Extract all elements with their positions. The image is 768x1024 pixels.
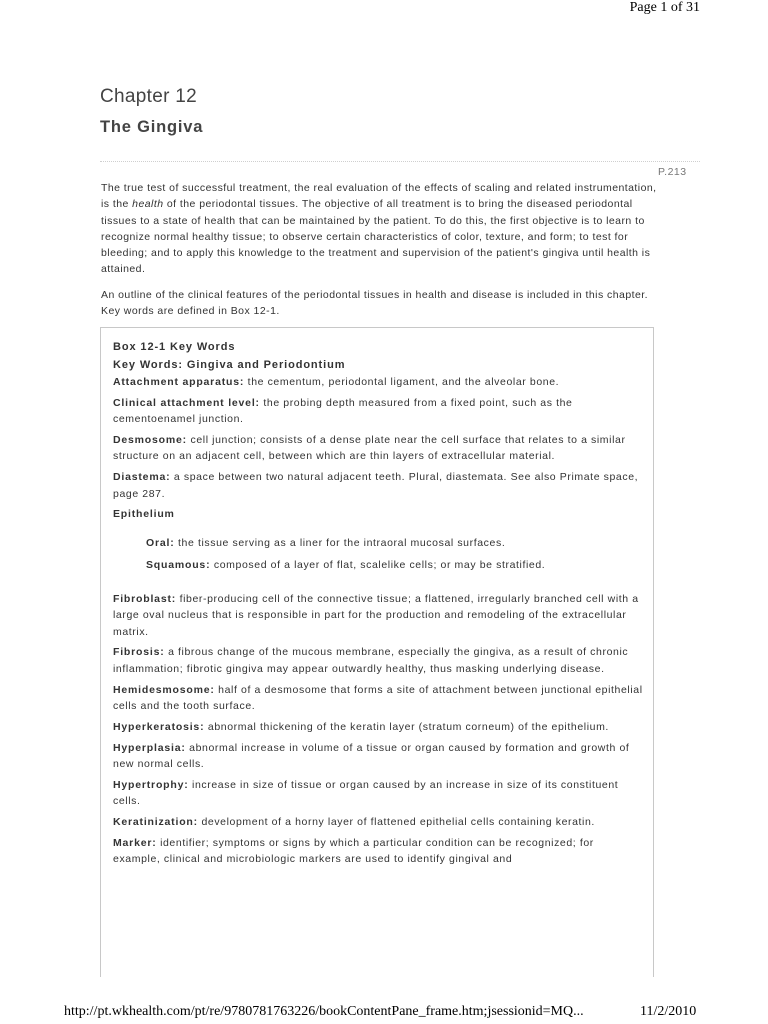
key-word-entry: [113, 835, 643, 868]
key-word-entry: [146, 535, 643, 551]
footer-url: http://pt.wkhealth.com/pt/re/9780781763226/bookContentPane_frame.htm;jsessionid=MQ...: [64, 1004, 584, 1019]
key-word-definition: a space between two natural adjacent teeth. Plural, diastemata. See also Primate space, page 287.: [113, 471, 639, 500]
key-word-definition: development of a horny layer of flattened epithelial cells containing keratin.: [197, 816, 595, 829]
key-word-term: Squamous:: [146, 558, 211, 571]
key-word-term: Hemidesmosome:: [113, 683, 215, 696]
key-word-term: Keratinization:: [113, 816, 198, 829]
chapter-title: The Gingiva: [100, 118, 204, 136]
key-word-definition: cell junction; consists of a dense plate near the cell surface that relates to a similar structure on an adjacent cell, between which are thin layers of extracellular material.: [113, 434, 626, 463]
key-word-entry: [146, 557, 643, 573]
key-word-term: Hypertrophy:: [113, 778, 189, 791]
key-word-definition: the probing depth measured from a fixed point, such as the cementoenamel junction.: [113, 396, 573, 426]
key-word-list-primary: [113, 374, 643, 523]
key-word-definition: fiber-producing cell of the connective tissue; a flattened, irregularly branched cell with a large oval nucleus that is responsible in part for the production and remodeling of the extracellular matrix.: [113, 592, 639, 638]
key-word-definition: increase in size of tissue or organ caused by an increase in size of its constituent cells.: [113, 778, 619, 808]
key-word-definition: abnormal increase in volume of a tissue or organ caused by formation and growth of new normal cells.: [113, 741, 630, 770]
key-word-term: Oral:: [146, 536, 175, 549]
key-word-definition: abnormal thickening of the keratin layer (stratum corneum) of the epithelium.: [204, 720, 609, 733]
key-word-term: Fibroblast:: [113, 592, 177, 605]
key-word-term: Hyperkeratosis:: [113, 720, 205, 733]
box-heading: Box 12-1 Key Words: [113, 341, 236, 353]
key-word-entry: [113, 469, 643, 502]
key-word-definition: half of a desmosome that forms a site of attachment between junctional epithelial cells and the tooth surface.: [113, 683, 643, 712]
intro-paragraph-1: [101, 180, 661, 278]
key-word-term: Fibrosis:: [113, 646, 165, 659]
key-word-entry: [113, 374, 643, 390]
intro-text-end: of the periodontal tissues. The objective of all treatment is to bring the diseased periodontal tissues to a state of health that can be maintained by the patient. To do this, the first objective is to learn to recognize normal healthy tissue; to observe certain characteristics of color, texture, and form; to test for bleeding; and to apply this knowledge to the treatment and supervision of the patient's gingiva until health is attained.: [101, 198, 651, 276]
key-word-definition: the tissue serving as a liner for the intraoral mucosal surfaces.: [174, 536, 506, 549]
key-word-entry: [113, 740, 643, 773]
page-counter: Page 1 of 31: [629, 0, 700, 15]
key-word-entry: [113, 644, 643, 677]
key-word-entry: [113, 682, 643, 715]
key-word-entry: [113, 719, 643, 735]
key-word-definition: the cementum, periodontal ligament, and the alveolar bone.: [244, 376, 560, 388]
key-word-definition: identifier; symptoms or signs by which a particular condition can be recognized; for example, clinical and microbiologic markers are used to identify gingival and: [113, 836, 594, 866]
intro-emphasis: health: [132, 198, 164, 211]
print-page-marker: P.213: [658, 166, 687, 178]
key-word-list-secondary: [113, 591, 643, 868]
key-word-term: Diastema:: [113, 471, 171, 484]
key-word-entry: [113, 432, 643, 465]
key-words-box-content: [113, 339, 643, 872]
footer-date: 11/2/2010: [640, 1004, 697, 1019]
key-word-entry: [113, 777, 643, 810]
key-word-term: Desmosome:: [113, 434, 187, 447]
intro-text-start: The true test of successful treatment, the real evaluation of the effects of scaling and related instrumentation, is the: [101, 182, 657, 211]
key-word-entry: [113, 591, 643, 640]
key-words-box: [100, 327, 654, 977]
key-word-term: Clinical attachment level:: [113, 396, 260, 409]
epithelium-sub-list: [146, 535, 643, 573]
key-word-definition: composed of a layer of flat, scalelike cells; or may be stratified.: [210, 558, 546, 571]
key-word-term: Marker:: [113, 836, 157, 849]
key-word-entry: [113, 814, 643, 830]
section-divider: [100, 161, 700, 162]
key-word-definition: a fibrous change of the mucous membrane, especially the gingiva, as a result of chronic inflammation; fibrotic gingiva may appear outwardly healthy, thus masking underlying disease.: [113, 646, 629, 675]
key-word-term: Epithelium: [113, 508, 175, 521]
intro-paragraph-2: An outline of the clinical features of the periodontal tissues in health and disease is included in this chapter. Key words are defined in Box 12-1.: [101, 289, 648, 318]
key-word-term: Attachment apparatus:: [113, 376, 245, 388]
box-subheading: Key Words: Gingiva and Periodontium: [113, 358, 346, 371]
key-word-term: Hyperplasia:: [113, 741, 186, 754]
key-word-entry: [113, 395, 643, 428]
key-word-entry: [113, 506, 643, 522]
chapter-number: Chapter 12: [100, 86, 198, 107]
